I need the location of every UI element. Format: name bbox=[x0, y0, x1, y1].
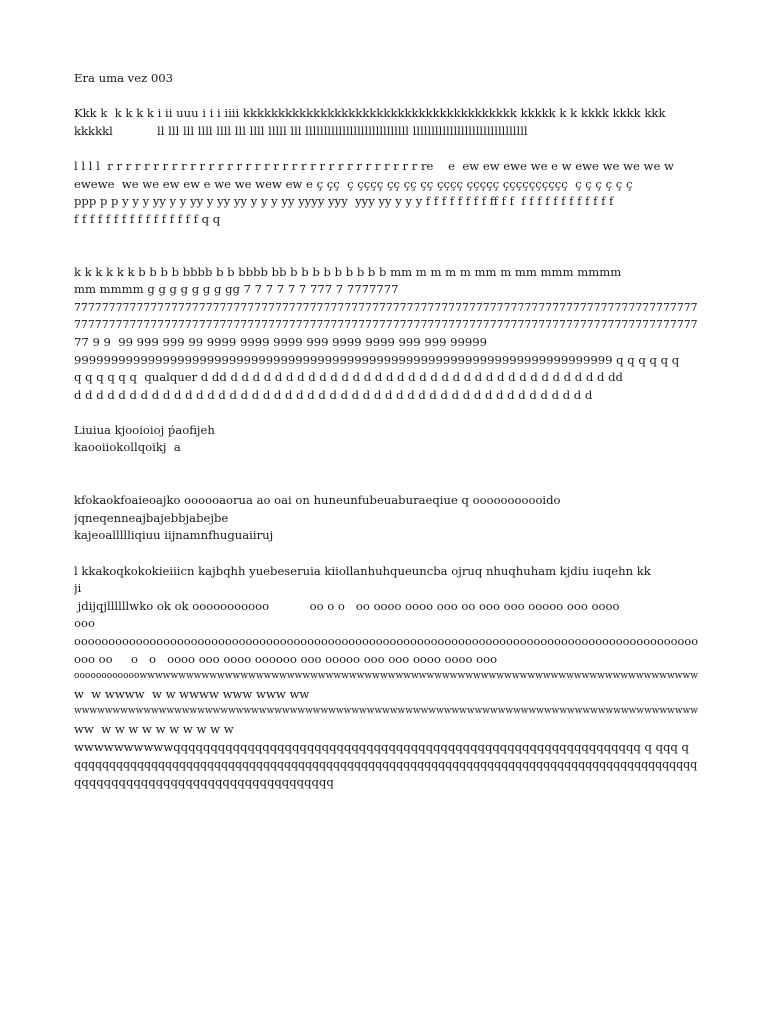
blank-line bbox=[74, 140, 698, 158]
text-line: q q q q q q qualquer d dd d d d d d d d d d d d d d d d d d d d d d d d d d d d d d d d d d d dd bbox=[74, 370, 623, 385]
text-line: ooo bbox=[74, 616, 95, 631]
document-body bbox=[74, 70, 698, 791]
text-line: jdijqjllllllwko ok ok ooooooooooo oo o o oo oooo oooo ooo oo ooo ooo ooooo ooo oooo bbox=[74, 598, 620, 613]
text-line: 9999999999999999999999999999999999999999999999999999999999999999999999999 q q q q q q bbox=[74, 352, 680, 367]
text-line: wwwwwwwwwwqqqqqqqqqqqqqqqqqqqqqqqqqqqqqqqqqqqqqqqqqqqqqqqqqqqqqqqqqqqqqqq q qqq q bbox=[74, 739, 689, 754]
text-line: w w wwww w w wwww www www ww bbox=[74, 686, 310, 701]
text-line: ji bbox=[74, 581, 82, 596]
text-line: qqqqqqqqqqqqqqqqqqqqqqqqqqqqqqqqqqqqqqqqqqqqqqqqqqqqqqqqqqqqqqqqqqqqqqqqqqqqqqqqqqqqqqqqq bbox=[74, 758, 698, 772]
text-line: 77 9 9 99 999 999 99 9999 9999 9999 999 9999 9999 999 999 99999 bbox=[74, 334, 488, 349]
text-line: l kkakoqkokokieiiicn kajbqhh yuebeseruia kiiollanhuhqueuncba ojruq nhuqhuham kjdiu iuqehn kk bbox=[74, 563, 651, 578]
text-line: kaooiiokollqoikj a bbox=[74, 440, 181, 455]
text-line: jqneqenneajbajebbjabejbe bbox=[74, 510, 229, 525]
text-line: d d d d d d d d d d d d d d d d d d d d d d d d d d d d d d d d d d d d d d d d d d d d d d d bbox=[74, 387, 593, 402]
text-line: Liuiua kjooioioj ṕaofijeh bbox=[74, 422, 215, 437]
text-line: k k k k k k b b b b bbbb b b bbbb bb b b b b b b b b b mm m m m m mm m mm mmm mmmm bbox=[74, 264, 622, 279]
blank-line bbox=[74, 545, 698, 563]
text-line: 777777777777777777777777777777777777777777777777777777777777777777777777777777777777777777 bbox=[74, 318, 698, 332]
blank-line bbox=[74, 88, 698, 106]
text-line: ppp p p y y y yy y y yy y yy yy y y y yy yyyy yyy yyy yy y y y f f f f f f f f ff f f f f f f f f f f f f f f bbox=[74, 194, 614, 209]
text-line: l l l l r r r r r r r r r r r r r r r r r r r r r r r r r r r r r r r r r r re e ew ew ewe we e w ewe we we we w bbox=[74, 158, 674, 173]
blank-line bbox=[74, 475, 698, 493]
text-line: oooooooooooowwwwwwwwwwwwwwwwwwwwwwwwwwwwwwwwwwwwwwwwwwwwwwwwwwwwwwwwwwwwwwwwwwwwwwww bbox=[74, 671, 698, 682]
document-title: Era uma vez 003 bbox=[74, 71, 173, 85]
text-line: f f f f f f f f f f f f f f f f q q bbox=[74, 211, 221, 226]
text-line: kfokaokfoaieoajko oooooaorua ao oai on huneunfubeuaburaeqiue q ooooooooooido bbox=[74, 493, 561, 508]
text-line: mm mmmm g g g g g g g gg 7 7 7 7 7 7 777 7 7777777 bbox=[74, 282, 399, 297]
text-line: kkkkkl ll lll lll llll llll lll llll lllll lll llllllllllllllllllllllllllll lllllllllllllllllllllllllllllll bbox=[74, 123, 528, 138]
blank-line bbox=[74, 228, 698, 246]
text-line: ooo oo o o oooo ooo oooo oooooo ooo ooooo ooo ooo oooo oooo ooo bbox=[74, 651, 498, 666]
text-line: ooooooooooooooooooooooooooooooooooooooooooooooooooooooooooooooooooooooooooooooooooooooooooo bbox=[74, 634, 698, 648]
blank-line bbox=[74, 404, 698, 422]
text-line: 777777777777777777777777777777777777777777777777777777777777777777777777777777777777777777 bbox=[74, 300, 698, 314]
text-line: qqqqqqqqqqqqqqqqqqqqqqqqqqqqqqqqqqq bbox=[74, 774, 334, 789]
text-line: kajeoallllliqiuu iijnamnfhuguaiiruj bbox=[74, 528, 274, 543]
text-line: wwwwwwwwwwwwwwwwwwwwwwwwwwwwwwwwwwwwwwwwwwwwwwwwwwwwwwwwwwwwwwwwwwwwwwwwwwwwwwwww bbox=[74, 706, 698, 717]
text-line: ww w w w w w w w w w w bbox=[74, 721, 234, 736]
text-line: ewewe we we ew ew e we we wew ew e ç çç ç çççç çç çç çç çççç ççççç çççççççççç ç ç ç ç ç ç bbox=[74, 176, 633, 191]
blank-line bbox=[74, 246, 698, 264]
blank-line bbox=[74, 457, 698, 475]
text-line: Kkk k k k k k i ii uuu i i i iiii kkkkkkkkkkkkkkkkkkkkkkkkkkkkkkkkkkkkkkk kkkkk k k kkkk kkkk kkk bbox=[74, 106, 666, 121]
